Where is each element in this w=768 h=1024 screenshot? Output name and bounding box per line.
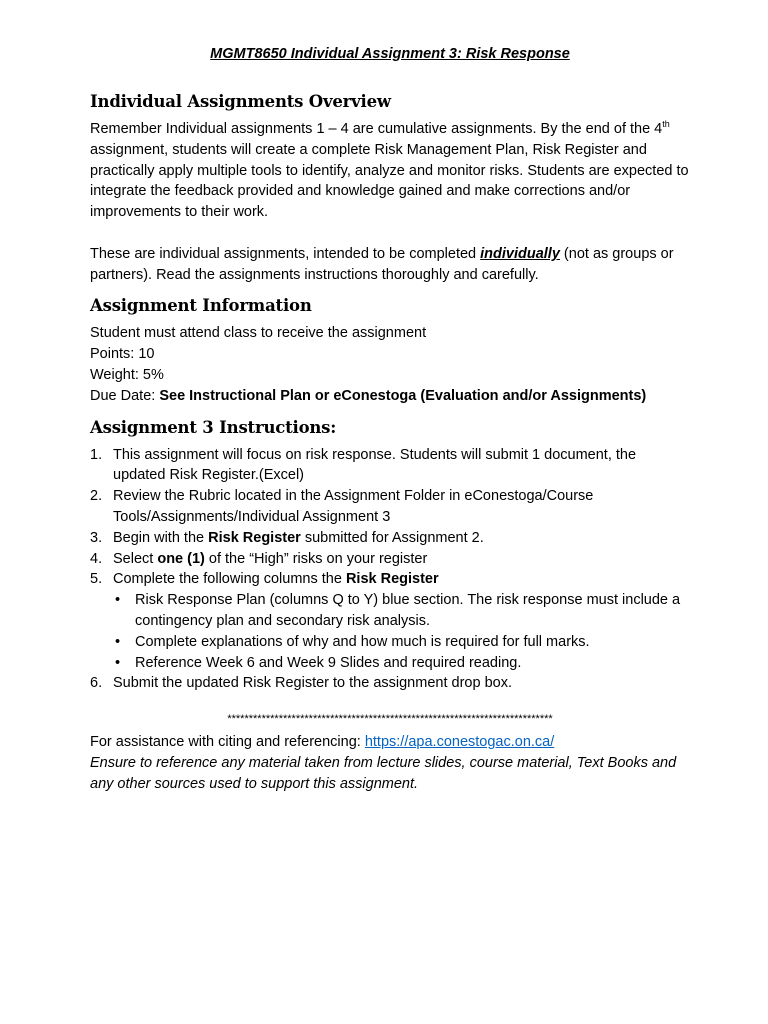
instruction-item-3: [90, 528, 690, 549]
overview-p2-text-b: (not as groups or partners). Read the assignments instructions thoroughly and carefully.: [90, 245, 674, 283]
instruction-text-3a: Begin with the: [113, 529, 209, 546]
due-date-line: [90, 386, 690, 407]
instruction-item-5: [90, 569, 690, 673]
instruction-number-6: 6.: [90, 675, 103, 692]
bullet-icon: •: [115, 633, 121, 650]
instruction-text-1: This assignment will focus on risk response. Students will submit 1 document, the updated Risk Register.(Excel): [113, 446, 637, 484]
divider-stars: ****************************************************************************: [227, 713, 553, 726]
sub-item-text-1: Risk Response Plan (columns Q to Y) blue section. The risk response must include a contingency plan and secondary risk analysis.: [135, 592, 681, 629]
overview-p1-text-b: assignment, students will create a complete Risk Management Plan, Risk Register and practically apply multiple tools to identify, analyze and monitor risks. Students are expected to integrate the feedback provided and knowledge gained and make corrections and/or improvements to their work.: [90, 141, 689, 221]
sub-item-text-2: Complete explanations of why and how much is required for full marks.: [135, 633, 590, 650]
instruction-text-2: Review the Rubric located in the Assignment Folder in eConestoga/Course Tools/Assignments/Individual Assignment 3: [113, 488, 594, 525]
info-heading: Assignment Information: [90, 296, 312, 316]
instruction-text-4c: of the “High” risks on your register: [204, 550, 428, 567]
individually-emphasis: individually: [480, 245, 560, 262]
instruction-number-1: 1.: [90, 446, 103, 463]
instruction-text-6: Submit the updated Risk Register to the assignment drop box.: [113, 675, 512, 692]
apa-link[interactable]: https://apa.conestogac.on.ca/: [364, 734, 555, 751]
sub-item-text-3: Reference Week 6 and Week 9 Slides and required reading.: [135, 654, 522, 671]
sub-item-2: [113, 632, 690, 653]
instruction-number-5: 5.: [90, 571, 103, 588]
instructions-heading: Assignment 3 Instructions:: [90, 417, 337, 437]
due-date-label: Due Date:: [90, 387, 160, 404]
instruction-text-3c: submitted for Assignment 2.: [300, 529, 484, 546]
overview-paragraph-2: [90, 244, 690, 286]
due-date-value: See Instructional Plan or eConestoga (Evaluation and/or Assignments): [159, 387, 647, 404]
instruction-text-3b: Risk Register: [208, 529, 301, 546]
assistance-label: For assistance with citing and referencing:: [90, 734, 365, 751]
instruction-text-4a: Select: [113, 550, 158, 567]
overview-p1-text-a: Remember Individual assignments 1 – 4 are cumulative assignments. By the end of the 4: [90, 121, 663, 137]
instruction-number-2: 2.: [90, 488, 103, 505]
instruction-item-6: [90, 673, 690, 694]
instruction-text-5a: Complete the following columns the: [113, 571, 346, 588]
bullet-icon: •: [115, 592, 121, 609]
sub-item-3: [113, 653, 690, 674]
instruction-item-1: [90, 445, 690, 487]
reference-note: Ensure to reference any material taken from lecture slides, course material, Text Books and any other sources used to support this assignment.: [90, 754, 677, 792]
instructions-list: [90, 445, 690, 695]
overview-p1-superscript: th: [662, 119, 670, 129]
document-title: MGMT8650 Individual Assignment 3: Risk Response: [210, 46, 570, 62]
instruction-text-5b: Risk Register: [345, 571, 439, 588]
overview-heading: Individual Assignments Overview: [90, 92, 391, 111]
assistance-line: [90, 732, 690, 753]
sub-item-1: [113, 590, 690, 632]
instruction-number-4: 4.: [90, 550, 103, 567]
instruction-item-4: [90, 549, 690, 570]
overview-paragraph-1: [90, 119, 690, 223]
instruction-text-4b: one (1): [157, 550, 205, 567]
weight-line: Weight: 5%: [90, 366, 164, 383]
document-page: [90, 44, 690, 795]
bullet-icon: •: [115, 654, 121, 671]
instruction-item-2: [90, 486, 690, 528]
points-line: Points: 10: [90, 346, 155, 363]
instruction-5-sublist: [113, 590, 690, 673]
instruction-number-3: 3.: [90, 529, 103, 546]
attend-line: Student must attend class to receive the assignment: [90, 325, 427, 342]
overview-p2-text-a: These are individual assignments, intended to be completed: [90, 245, 481, 262]
